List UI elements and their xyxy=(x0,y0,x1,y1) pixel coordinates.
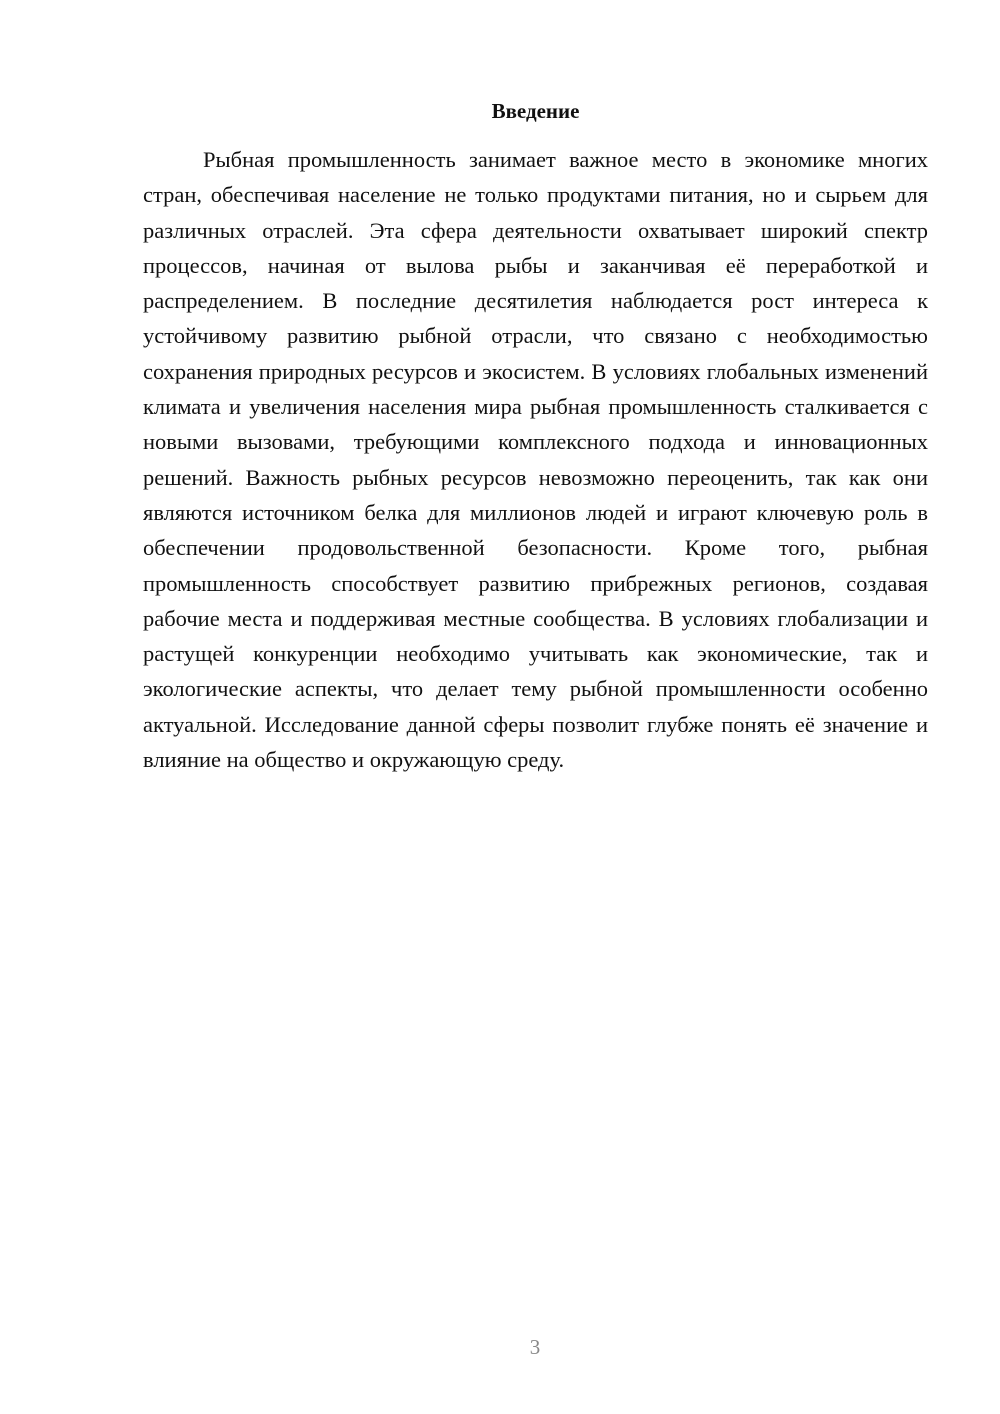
page-number: 3 xyxy=(529,1335,541,1359)
section-heading: Введение xyxy=(491,99,580,123)
introduction-paragraph: Рыбная промышленность занимает важное место в экономике многих стран, обеспечивая население не только продуктами питания, но и сырьем для различных отраслей. Эта сфера деятельности охватывает широкий спектр процессов, начиная от вылова рыбы и заканчивая её переработкой и распределением. В последние десятилетия наблюдается рост интереса к устойчивому развитию рыбной отрасли, что связано с необходимостью сохранения природных ресурсов и экосистем. В условиях глобальных изменений климата и увеличения населения мира рыбная промышленность сталкивается с новыми вызовами, требующими комплексного подхода и инновационных решений. Важность рыбных ресурсов невозможно переоценить, так как они являются источником белка для миллионов людей и играют ключевую роль в обеспечении продовольственной безопасности. Кроме того, рыбная промышленность способствует развитию прибрежных регионов, создавая рабочие места и поддерживая местные сообщества. В условиях глобализации и растущей конкуренции необходимо учитывать как экономические, так и экологические аспекты, что делает тему рыбной промышленности особенно актуальной. Исследование данной сферы позволит глубже понять её значение и влияние на общество и окружающую среду. xyxy=(143,147,928,773)
